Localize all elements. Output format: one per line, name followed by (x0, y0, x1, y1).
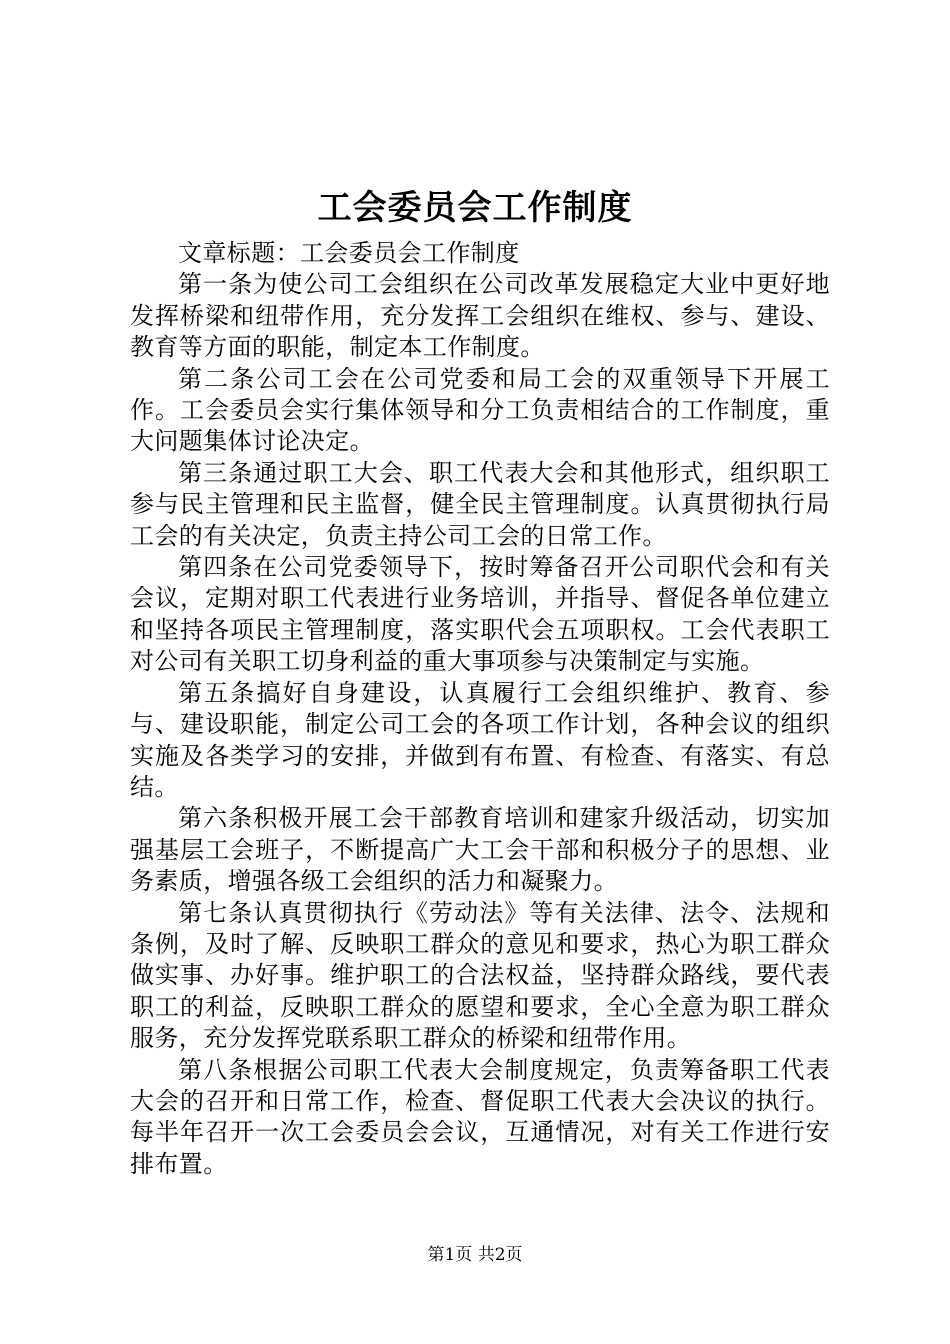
document-body (130, 238, 830, 1180)
document-title: 工会委员会工作制度 (317, 188, 633, 228)
paragraph-article-2: 第二条公司工会在公司党委和局工会的双重领导下开展工作。工会委员会实行集体领导和分工负责相结合的工作制度，重大问题集体讨论决定。 (130, 364, 830, 456)
paragraph-article-3: 第三条通过职工大会、职工代表大会和其他形式，组织职工参与民主管理和民主监督，健全民主管理制度。认真贯彻执行局工会的有关决定，负责主持公司工会的日常工作。 (130, 458, 830, 550)
paragraph-article-1: 第一条为使公司工会组织在公司改革发展稳定大业中更好地发挥桥梁和纽带作用，充分发挥工会组织在维权、参与、建设、教育等方面的职能，制定本工作制度。 (130, 270, 830, 362)
paragraph-article-6: 第六条积极开展工会干部教育培训和建家升级活动，切实加强基层工会班子，不断提高广大工会干部和积极分子的思想、业务素质，增强各级工会组织的活力和凝聚力。 (130, 804, 830, 896)
paragraph-article-title: 文章标题：工会委员会工作制度 (178, 239, 520, 267)
paragraph-article-8: 第八条根据公司职工代表大会制度规定，负责筹备职工代表大会的召开和日常工作，检查、督促职工代表大会决议的执行。每半年召开一次工会委员会会议，互通情况，对有关工作进行安排布置。 (130, 1055, 830, 1178)
paragraph-article-4: 第四条在公司党委领导下，按时筹备召开公司职代会和有关会议，定期对职工代表进行业务培训，并指导、督促各单位建立和坚持各项民主管理制度，落实职代会五项职权。工会代表职工对公司有关职工切身利益的重大事项参与决策制定与实施。 (130, 553, 830, 676)
paragraph-article-7: 第七条认真贯彻执行《劳动法》等有关法律、法令、法规和条例，及时了解、反映职工群众的意见和要求，热心为职工群众做实事、办好事。维护职工的合法权益，坚持群众路线，要代表职工的利益，反映职工群众的愿望和要求，全心全意为职工群众服务，充分发挥党联系职工群众的桥梁和纽带作用。 (130, 898, 830, 1053)
paragraph-article-5: 第五条搞好自身建设，认真履行工会组织维护、教育、参与、建设职能，制定公司工会的各项工作计划，各种会议的组织实施及各类学习的安排，并做到有布置、有检查、有落实、有总结。 (130, 678, 830, 801)
page-footer: 第1页 共2页 (427, 1245, 523, 1265)
